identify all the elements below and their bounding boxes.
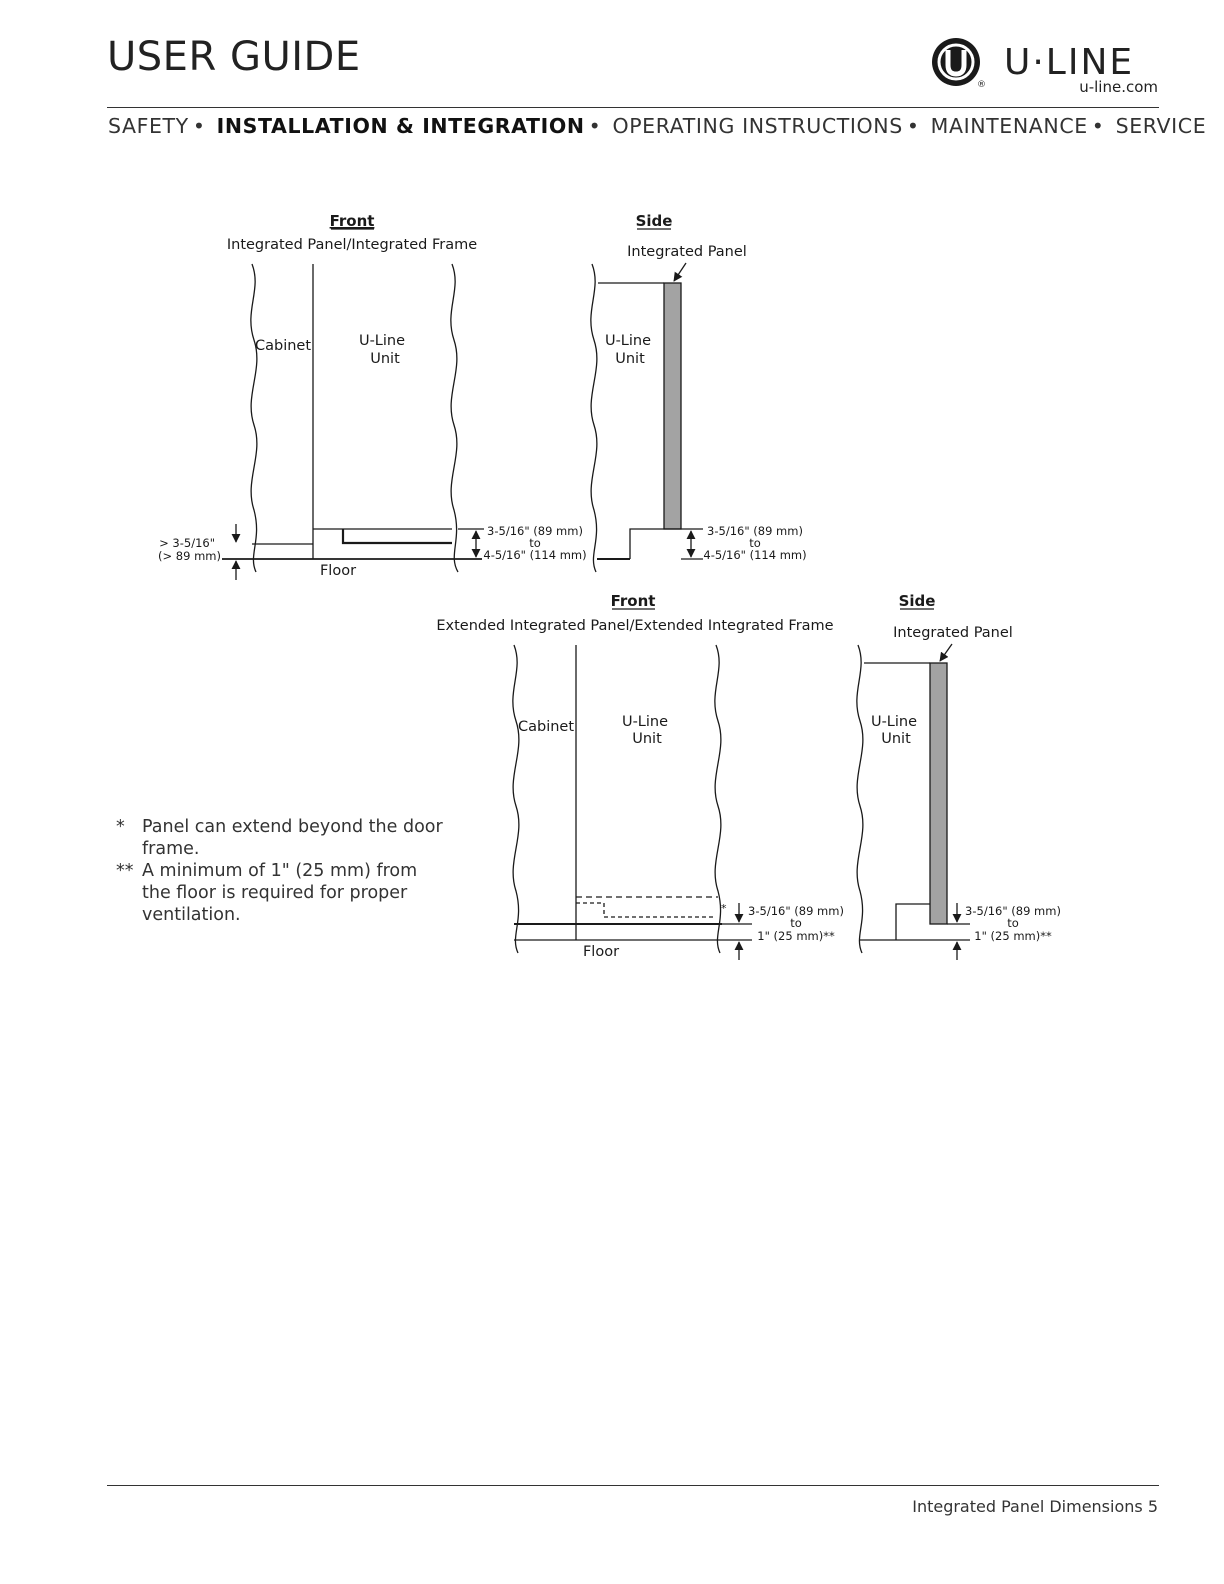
brand-wordmark: U·LINE [1004, 42, 1135, 83]
panel-leader-arrow [674, 263, 686, 281]
svg-text:1" (25 mm)**: 1" (25 mm)** [974, 929, 1052, 943]
svg-text:> 3-5/16": > 3-5/16" [159, 536, 215, 550]
svg-text:Unit: Unit [370, 351, 400, 367]
nav-service: SERVICE [1115, 114, 1207, 138]
svg-text:3-5/16" (89 mm): 3-5/16" (89 mm) [748, 904, 844, 918]
svg-text:Floor: Floor [319, 563, 357, 579]
svg-text:Side: Side [635, 212, 673, 230]
nav-separator: • [588, 114, 602, 138]
registered-mark: ® [977, 80, 986, 90]
svg-text:3-5/16" (89 mm): 3-5/16" (89 mm) [707, 524, 803, 538]
svg-text:to: to [749, 536, 761, 550]
footnote-item [116, 860, 446, 926]
diagram-bottom-side [857, 592, 1061, 960]
svg-text:to: to [790, 916, 802, 930]
integrated-panel-side [664, 283, 681, 529]
brand-url: u-line.com [1079, 78, 1158, 96]
nav-separator: • [192, 114, 206, 138]
svg-text:*: * [721, 902, 727, 915]
top-front-subtitle: Integrated Panel/Integrated Frame [226, 237, 478, 253]
nav-safety: SAFETY [108, 114, 189, 138]
footer-divider [107, 1485, 1159, 1486]
svg-text:U-Line: U-Line [604, 333, 652, 349]
nav-separator: • [906, 114, 920, 138]
page-title: USER GUIDE [107, 34, 361, 80]
footnote-mark: ** [116, 861, 134, 881]
svg-text:Cabinet: Cabinet [255, 338, 312, 354]
diagram-top-front [158, 212, 587, 580]
footnotes [116, 816, 446, 926]
svg-text:Cabinet: Cabinet [518, 719, 575, 735]
diagram-bottom-front [436, 592, 844, 960]
integrated-panel-side-bottom [930, 663, 947, 924]
svg-text:Floor: Floor [582, 944, 620, 960]
svg-text:U-Line: U-Line [870, 714, 918, 730]
svg-text:Unit: Unit [632, 731, 662, 747]
svg-text:4-5/16" (114 mm): 4-5/16" (114 mm) [703, 548, 807, 562]
cabinet-break-line-right [451, 264, 458, 572]
footnote-item [116, 816, 446, 860]
footnote-mark: * [116, 817, 125, 837]
nav-separator: • [1091, 114, 1105, 138]
svg-text:U-Line: U-Line [621, 714, 669, 730]
svg-text:U-Line: U-Line [358, 333, 406, 349]
diagram-top-side [591, 212, 807, 572]
svg-text:Integrated Panel: Integrated Panel [893, 625, 1013, 641]
nav-maintenance: MAINTENANCE [930, 114, 1088, 138]
svg-text:Extended Integrated Panel/Exte: Extended Integrated Panel/Extended Integrated Frame [436, 618, 834, 634]
svg-text:3-5/16" (89 mm): 3-5/16" (89 mm) [487, 524, 583, 538]
page-footer: Integrated Panel Dimensions 5 [912, 1497, 1158, 1516]
footnote-text: A minimum of 1" (25 mm) from the floor is required for proper ventilation. [142, 861, 418, 925]
top-front-heading: Front [329, 212, 375, 230]
svg-text:Unit: Unit [881, 731, 911, 747]
svg-text:(> 89 mm): (> 89 mm) [158, 549, 221, 563]
svg-text:1" (25 mm)**: 1" (25 mm)** [757, 929, 835, 943]
nav-operating: OPERATING INSTRUCTIONS [612, 114, 903, 138]
svg-text:to: to [1007, 916, 1019, 930]
svg-text:3-5/16" (89 mm): 3-5/16" (89 mm) [965, 904, 1061, 918]
svg-text:to: to [529, 536, 541, 550]
svg-text:4-5/16" (114 mm): 4-5/16" (114 mm) [483, 548, 587, 562]
svg-text:Unit: Unit [615, 351, 645, 367]
svg-text:Front: Front [610, 592, 656, 610]
nav-installation-active: INSTALLATION & INTEGRATION [216, 114, 585, 138]
cabinet-break-line-left [251, 264, 257, 572]
svg-text:Side: Side [898, 592, 936, 610]
footnote-text: Panel can extend beyond the door frame. [142, 817, 443, 859]
svg-text:Integrated Panel: Integrated Panel [627, 244, 747, 260]
